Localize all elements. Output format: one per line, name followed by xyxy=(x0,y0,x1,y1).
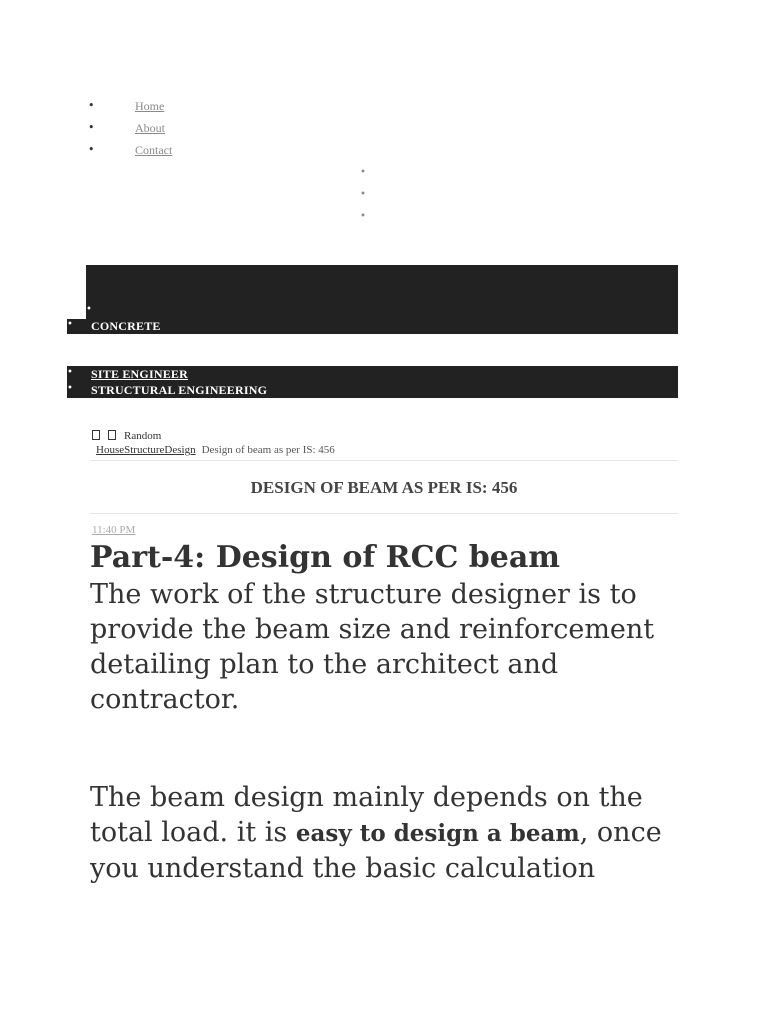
post-timestamp[interactable]: 11:40 PM xyxy=(92,524,136,536)
bullet: • xyxy=(67,383,73,394)
random-post-link[interactable] xyxy=(92,430,161,442)
random-label: Random xyxy=(124,430,162,442)
bullet: • xyxy=(360,189,366,200)
missing-glyph-icon xyxy=(92,430,100,440)
breadcrumb-links[interactable]: HouseStructureDesign xyxy=(96,444,196,456)
nav-link-home[interactable]: Home xyxy=(135,99,165,113)
article-paragraph-2 xyxy=(90,780,690,886)
nav-link-contact[interactable]: Contact xyxy=(135,143,173,157)
category-item-structural-engineering[interactable]: STRUCTURAL ENGINEERING xyxy=(91,383,268,397)
article-paragraph-1: The work of the structure designer is to provide the beam size and reinforcement detailing plan to the architect and contractor. xyxy=(90,579,655,715)
breadcrumb xyxy=(96,444,335,456)
divider xyxy=(90,460,678,461)
bullet: • xyxy=(88,143,95,156)
bullet: • xyxy=(88,99,95,112)
random-icon xyxy=(108,430,116,440)
category-item-concrete[interactable]: CONCRETE xyxy=(91,319,161,333)
bullet: • xyxy=(360,211,366,222)
bullet: • xyxy=(88,121,95,134)
category-item-site-engineer[interactable]: SITE ENGINEER xyxy=(91,367,188,381)
nav-link-about[interactable]: About xyxy=(135,121,165,135)
nav-item-contact xyxy=(0,141,300,161)
nav-item-about xyxy=(0,119,300,139)
bullet: • xyxy=(67,367,73,378)
breadcrumb-current: Design of beam as per IS: 456 xyxy=(201,444,335,456)
bullet: • xyxy=(86,304,92,315)
bullet: • xyxy=(360,167,366,178)
divider xyxy=(90,513,678,514)
bullet: • xyxy=(67,319,73,330)
article-heading: Part-4: Design of RCC beam xyxy=(90,540,561,575)
nav-item-home xyxy=(0,97,300,117)
empty-list-dots xyxy=(360,166,380,232)
category-bar xyxy=(86,265,678,334)
paragraph-bold-text: easy to design a beam xyxy=(295,820,580,847)
post-title: DESIGN OF BEAM AS PER IS: 456 xyxy=(250,478,518,497)
paragraph-text: The beam design mainly depends on the total load. it is xyxy=(90,782,643,848)
paragraph-text: , once you understand the basic calculation xyxy=(90,817,662,884)
